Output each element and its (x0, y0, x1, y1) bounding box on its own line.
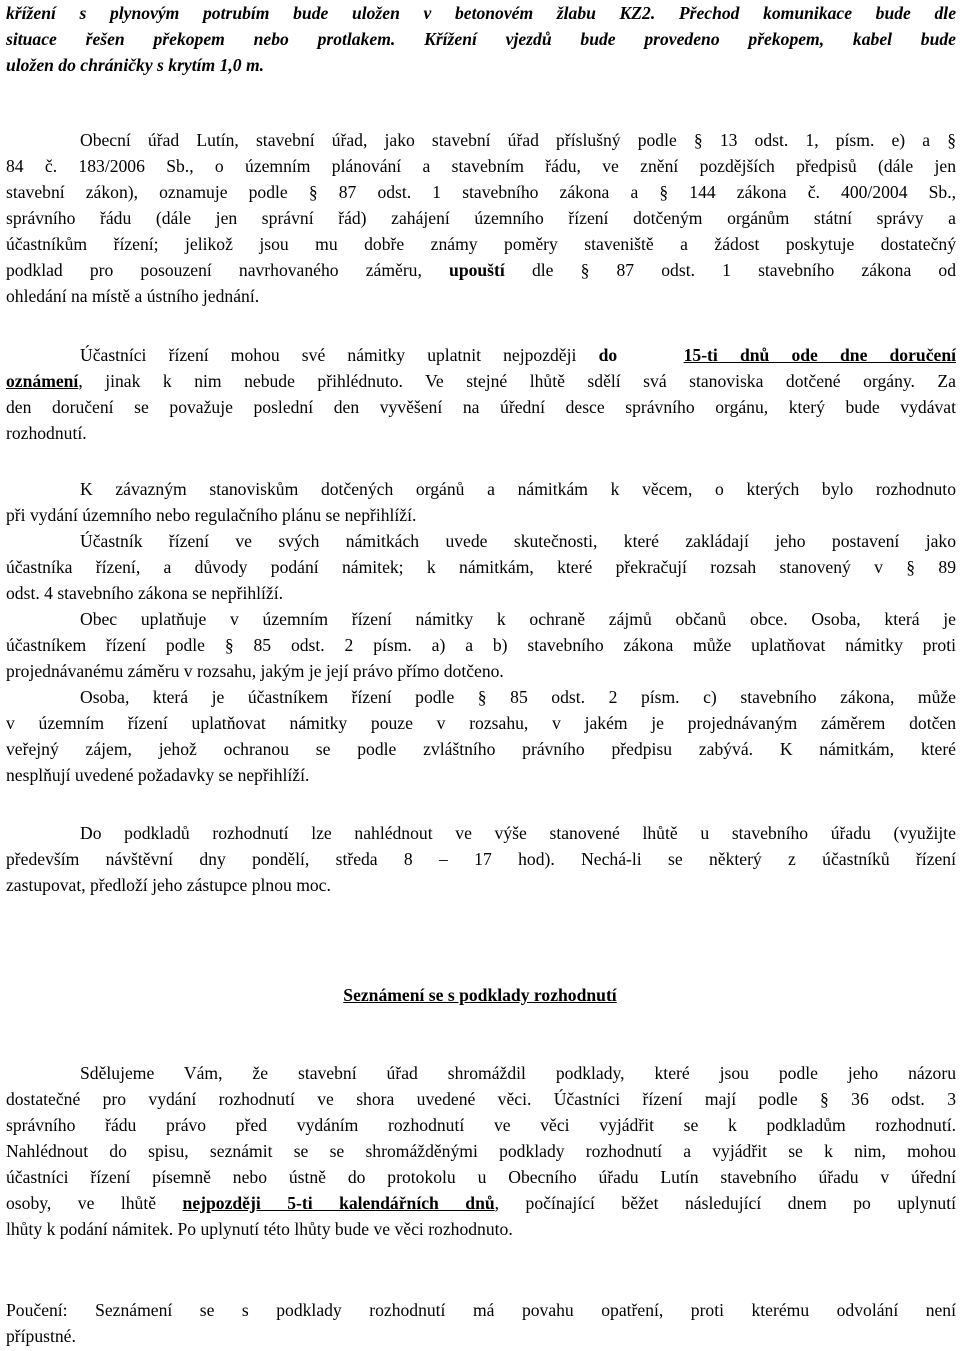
emphasis-upousti: upouští (449, 260, 505, 280)
paragraph-instruction (6, 1297, 956, 1349)
text-line: účastníci řízení písemně nebo ústně do protokolu u Obecního úřadu Lutín stavebního úřadu v úřední (6, 1167, 956, 1187)
text-line: křížení s plynovým potrubím bude uložen v betonovém žlabu KZ2. Přechod komunikace bude dle (6, 3, 956, 23)
deadline-emphasis: 15-ti dnů ode dne doručení (683, 345, 956, 365)
text-line: přípustné. (6, 1326, 76, 1346)
text-line: účastníkům řízení; jelikož jsou mu dobře známy poměry staveniště a žádost poskytuje dostatečný (6, 234, 956, 254)
text-line: Nahlédnout do spisu, seznámit se se shromážděnými podklady rozhodnutí a vyjádřit se k nim, mohou (6, 1141, 956, 1161)
text-line: Obecní úřad Lutín, stavební úřad, jako stavební úřad příslušný podle § 13 odst. 1, písm. e) a § (80, 130, 956, 150)
paragraph-objections-deadline (6, 342, 956, 446)
text-line: osoby, ve lhůtě nejpozději 5-ti kalendářních dnů, počínající běžet následující dnem po uplynutí (6, 1193, 956, 1213)
section-heading: Seznámení se s podklady rozhodnutí (343, 985, 617, 1005)
paragraph-documents-notice (6, 1060, 956, 1242)
text-line: projednávanému záměru v rozsahu, jakým je její právo přímo dotčeno. (6, 661, 504, 681)
text-line: při vydání územního nebo regulačního plánu se nepřihlíží. (6, 505, 417, 525)
deadline-5-days: nejpozději 5-ti kalendářních dnů (182, 1193, 495, 1213)
text-line: v územním řízení uplatňovat námitky pouze v rozsahu, v jakém je projednávaným záměrem dotčen (6, 713, 956, 733)
text-line: Sdělujeme Vám, že stavební úřad shromáždil podklady, které jsou podle jeho názoru (80, 1063, 956, 1083)
text-line: veřejný zájem, jehož ochranou se podle zvláštního právního předpisu zabývá. K námitkám, které (6, 739, 956, 759)
text-line: nesplňují uvedené požadavky se nepřihlíží. (6, 765, 310, 785)
text-line: správního řádu právo před vydáním rozhodnutí ve věci vyjádřit se k podkladům rozhodnutí. (6, 1115, 956, 1135)
text-line: oznámení, jinak k nim nebude přihlédnuto. Ve stejné lhůtě sdělí svá stanoviska dotčené orgány. Za (6, 371, 956, 391)
text-line: Účastník řízení ve svých námitkách uvede skutečnosti, které zakládají jeho postavení jako (80, 531, 956, 551)
text-line: situace řešen překopem nebo protlakem. Křížení vjezdů bude provedeno překopem, kabel bude (6, 29, 956, 49)
text-line: den doručení se považuje poslední den vyvěšení na úřední desce správního orgánu, který bude vydávat (6, 397, 956, 417)
text-line: odst. 4 stavebního zákona se nepřihlíží. (6, 583, 284, 603)
text-line: především návštěvní dny pondělí, středa 8 – 17 hod). Nechá-li se některý z účastníků řízení (6, 849, 956, 869)
text-line: Osoba, která je účastníkem řízení podle § 85 odst. 2 písm. c) stavebního zákona, může (80, 687, 956, 707)
text-line: účastníka řízení, a důvody podání námitek; k námitkám, které překračují rozsah stanovený v § 89 (6, 557, 956, 577)
text-line: 84 č. 183/2006 Sb., o územním plánování a stavebním řádu, ve znění pozdějších předpisů (dále jen (6, 156, 956, 176)
text-line: ohledání na místě a ústního jednání. (6, 286, 260, 306)
text-line: dostatečné pro vydání rozhodnutí ve shora uvedené věci. Účastníci řízení mají podle § 36 odst. 3 (6, 1089, 956, 1109)
paragraph-file-inspection (6, 820, 956, 898)
text-line: rozhodnutí. (6, 423, 87, 443)
text-line: Účastníci řízení mohou své námitky uplatnit nejpozději do 15-ti dnů ode dne doručení (80, 345, 956, 365)
paragraph-routing (6, 0, 956, 78)
text-line: Obec uplatňuje v územním řízení námitky k ochraně zájmů občanů obce. Osoba, která je (80, 609, 956, 629)
text-line: stavební zákon), oznamuje podle § 87 odst. 1 stavebního zákona a § 144 zákona č. 400/2004 Sb., (6, 182, 956, 202)
text-line: zastupovat, předloží jeho zástupce plnou moc. (6, 875, 331, 895)
text-line: K závazným stanoviskům dotčených orgánů a námitkám k věcem, o kterých bylo rozhodnuto (80, 479, 956, 499)
paragraph-binding-opinions (6, 476, 956, 788)
paragraph-announcement (6, 127, 956, 309)
text-line: lhůty k podání námitek. Po uplynutí této lhůty bude ve věci rozhodnuto. (6, 1219, 513, 1239)
text-line: správního řádu (dále jen správní řád) zahájení územního řízení dotčeným orgánům státní správy a (6, 208, 956, 228)
text-line: Do podkladů rozhodnutí lze nahlédnout ve výše stanovené lhůtě u stavebního úřadu (využijte (80, 823, 956, 843)
text-line: účastníkem řízení podle § 85 odst. 2 písm. a) a b) stavebního zákona může uplatňovat námitky proti (6, 635, 956, 655)
text-line: uložen do chráničky s krytím 1,0 m. (6, 55, 265, 75)
text-line: podklad pro posouzení navrhovaného záměru, upouští dle § 87 odst. 1 stavebního zákona od (6, 260, 956, 280)
text-line: Poučení: Seznámení se s podklady rozhodnutí má povahu opatření, proti kterému odvolání není (6, 1300, 956, 1320)
